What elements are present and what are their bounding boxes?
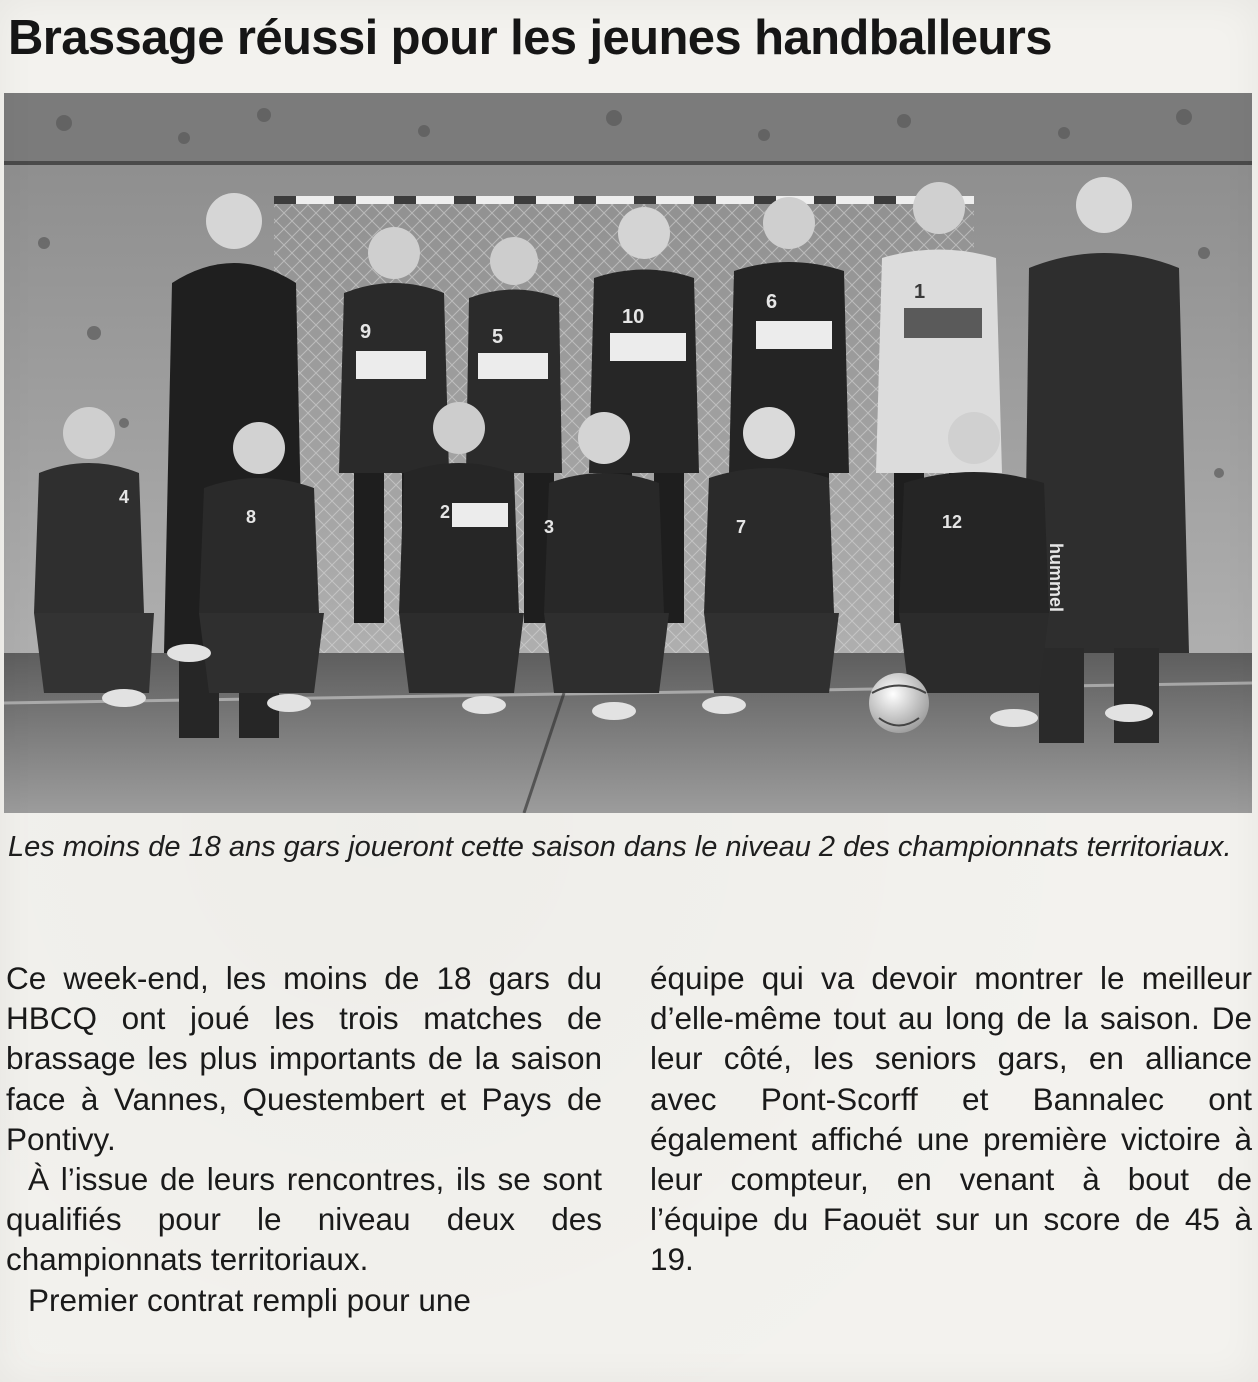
paragraph: Ce week-end, les moins de 18 gars du HBCQ ont joué les trois matches de brassage les plus importants de la saison face à Vannes, Questembert et Pays de Pontivy.: [6, 960, 602, 1157]
jersey-number: 3: [544, 517, 555, 537]
jersey-number: 1: [914, 281, 926, 303]
paragraph: À l’issue de leurs rencontres, ils se sont qualifiés pour le niveau deux des championnats territoriaux.: [6, 1161, 602, 1278]
jersey-number: 8: [246, 507, 257, 527]
jersey-number: 7: [736, 517, 747, 537]
team-photo: [4, 93, 1252, 813]
jersey-number: 12: [942, 512, 963, 532]
jersey-number: 4: [119, 487, 130, 507]
jersey-number: 10: [622, 306, 645, 328]
jersey-number: 9: [360, 321, 372, 343]
paragraph: équipe qui va devoir montrer le meilleur d’elle-même tout au long de la saison. De leur côté, les seniors gars, en alliance avec Pont-Scorff et Bannalec ont également affiché une première victoire à leur compteur, en venant à bout de l’équipe du Faouët sur un score de 45 à 19.: [650, 960, 1252, 1278]
article-column-right: [650, 958, 1252, 1280]
brand-text: hummel: [1046, 543, 1066, 613]
jersey-number: 6: [766, 291, 778, 313]
paragraph: Premier contrat rempli pour une: [28, 1281, 471, 1318]
photo-caption: Les moins de 18 ans gars joueront cette saison dans le niveau 2 des championnats territoriaux.: [8, 831, 1232, 863]
article-headline: Brassage réussi pour les jeunes handballeurs: [8, 11, 1052, 65]
jersey-number: 2: [440, 502, 451, 522]
jersey-number: 5: [492, 326, 504, 348]
article-column-left: [6, 958, 602, 1320]
handball-ball: [869, 673, 929, 733]
